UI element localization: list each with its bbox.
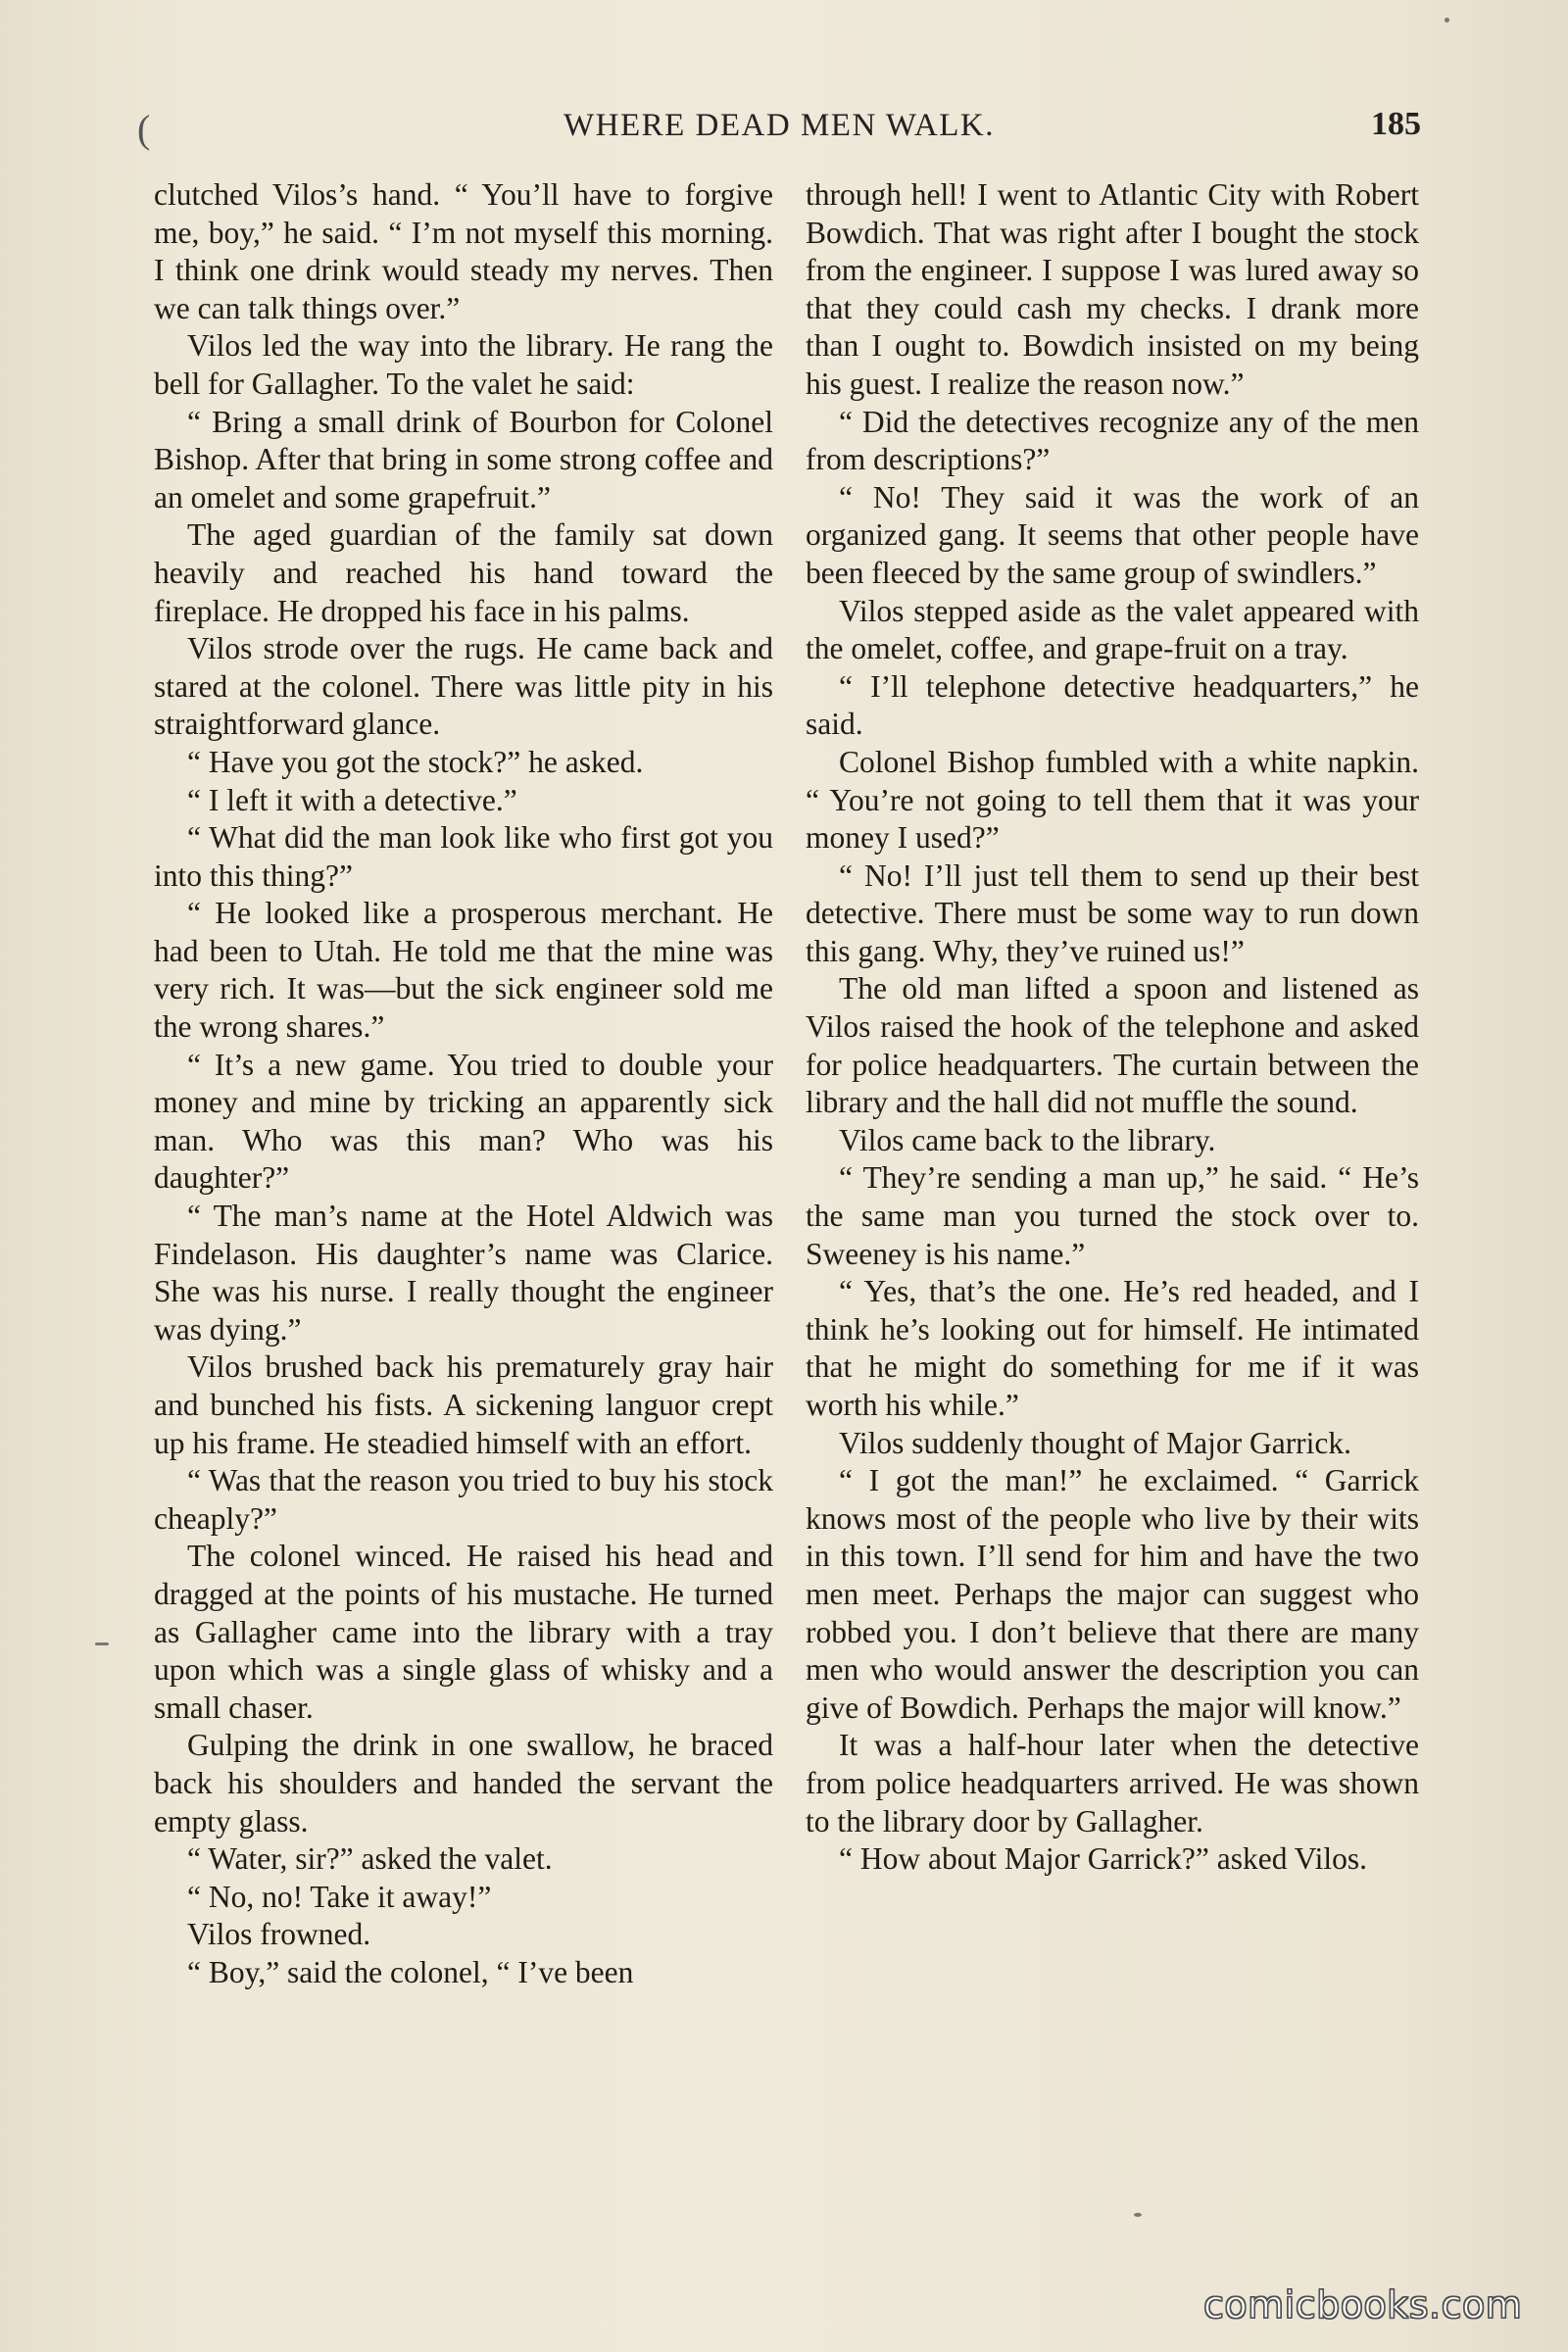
paragraph: “ No! I’ll just tell them to send up their best detective. There must be some way to run down this gang. Why, they’ve ruined us!”	[806, 858, 1419, 968]
paragraph: “ Have you got the stock?” he asked.	[187, 744, 644, 779]
paragraph: “ I’ll telephone detective headquarters,” he said.	[806, 668, 1419, 742]
paragraph: Colonel Bishop fumbled with a white napkin. “ You’re not going to tell them that it was your money I used?”	[806, 744, 1419, 856]
paragraph: Vilos came back to the library.	[839, 1122, 1216, 1157]
paragraph: “ How about Major Garrick?” asked Vilos.	[839, 1841, 1367, 1877]
paragraph: Gulping the drink in one swallow, he braced back his shoulders and handed the servant the empty glass.	[154, 1728, 773, 1838]
paragraph: through hell! I went to Atlantic City with Robert Bowdich. That was right after I bought the stock from the engineer. I suppose I was lured away so that they could cash my checks. I drank more than I ought to. Bowdich insisted on my being his guest. I realize the reason now.”	[806, 177, 1419, 401]
paragraph: Vilos brushed back his prematurely gray hair and bunched his fists. A sickening languor crept up his frame. He steadied himself with an effort.	[154, 1349, 773, 1460]
paragraph: “ Water, sir?” asked the valet.	[187, 1841, 553, 1877]
ink-speck	[1134, 2213, 1142, 2217]
paragraph: clutched Vilos’s hand. “ You’ll have to forgive me, boy,” he said. “ I’m not myself this morning. I think one drink would steady my nerves. Then we can talk things over.”	[154, 177, 773, 325]
paragraph: “ Boy,” said the colonel, “ I’ve been	[187, 1954, 634, 1989]
running-header	[137, 106, 1421, 155]
paragraph: “ The man’s name at the Hotel Aldwich was Findelason. His daughter’s name was Clarice. She was his nurse. I really thought the engineer was dying.”	[154, 1199, 773, 1347]
paragraph: The aged guardian of the family sat down heavily and reached his hand toward the fireplace. He dropped his face in his palms.	[154, 517, 773, 628]
page-number: 185	[1371, 106, 1421, 142]
paragraph: “ He looked like a prosperous merchant. He had been to Utah. He told me that the mine was very rich. It was—but the sick engineer sold me the wrong shares.”	[154, 896, 773, 1045]
watermark-logo: comicbooks.com	[1203, 2283, 1523, 2327]
paragraph: “ Bring a small drink of Bourbon for Colonel Bishop. After that bring in some strong coffee and an omelet and some grapefruit.”	[154, 404, 773, 514]
paragraph: “ What did the man look like who first got you into this thing?”	[154, 820, 773, 893]
paragraph: The old man lifted a spoon and listened as Vilos raised the hook of the telephone and asked for police headquarters. The curtain between the library and the hall did not muffle the sound.	[806, 971, 1419, 1120]
paragraph: “ Yes, that’s the one. He’s red headed, and I think he’s looking out for himself. He intimated that he might do something for me if it was worth his while.”	[806, 1274, 1419, 1422]
paragraph: “ No, no! Take it away!”	[187, 1879, 492, 1914]
ink-speck	[1445, 18, 1449, 23]
ink-speck	[95, 1642, 109, 1645]
paragraph: “ I left it with a detective.”	[187, 782, 517, 817]
paragraph: Vilos stepped aside as the valet appeared with the omelet, coffee, and grape-fruit on a tray.	[806, 593, 1419, 666]
paragraph: “ They’re sending a man up,” he said. “ He’s the same man you turned the stock over to. Sweeney is his name.”	[806, 1160, 1419, 1271]
margin-mark: (	[137, 107, 151, 151]
paragraph: “ I got the man!” he exclaimed. “ Garrick knows most of the people who live by their wits in this town. I’ll send for him and have the two men meet. Perhaps the major can suggest who robbed you. I don’t believe that there are many men who would answer the description you can give of Bowdich. Perhaps the major will know.”	[806, 1463, 1419, 1725]
paragraph: The colonel winced. He raised his head and dragged at the points of his mustache. He turned as Gallagher came into the library with a tray upon which was a single glass of whisky and a small chaser.	[154, 1539, 773, 1725]
left-column	[154, 176, 773, 1992]
paragraph: “ Was that the reason you tried to buy his stock cheaply?”	[154, 1463, 773, 1536]
paragraph: Vilos strode over the rugs. He came back and stared at the colonel. There was little pity in his straightforward glance.	[154, 631, 773, 742]
paragraph: Vilos frowned.	[187, 1917, 371, 1952]
paragraph: “ It’s a new game. You tried to double your money and mine by tricking an apparently sick man. Who was this man? Who was his daughter?”	[154, 1047, 773, 1196]
paragraph: “ Did the detectives recognize any of the men from descriptions?”	[806, 404, 1419, 477]
paragraph: Vilos suddenly thought of Major Garrick.	[839, 1425, 1352, 1460]
paragraph: “ No! They said it was the work of an organized gang. It seems that other people have been fleeced by the same group of swindlers.”	[806, 479, 1419, 590]
paragraph: It was a half-hour later when the detective from police headquarters arrived. He was shown to the library door by Gallagher.	[806, 1728, 1419, 1838]
running-title: WHERE DEAD MEN WALK.	[563, 108, 995, 143]
paragraph: Vilos led the way into the library. He rang the bell for Gallagher. To the valet he said:	[154, 328, 773, 401]
right-column	[806, 176, 1419, 1879]
